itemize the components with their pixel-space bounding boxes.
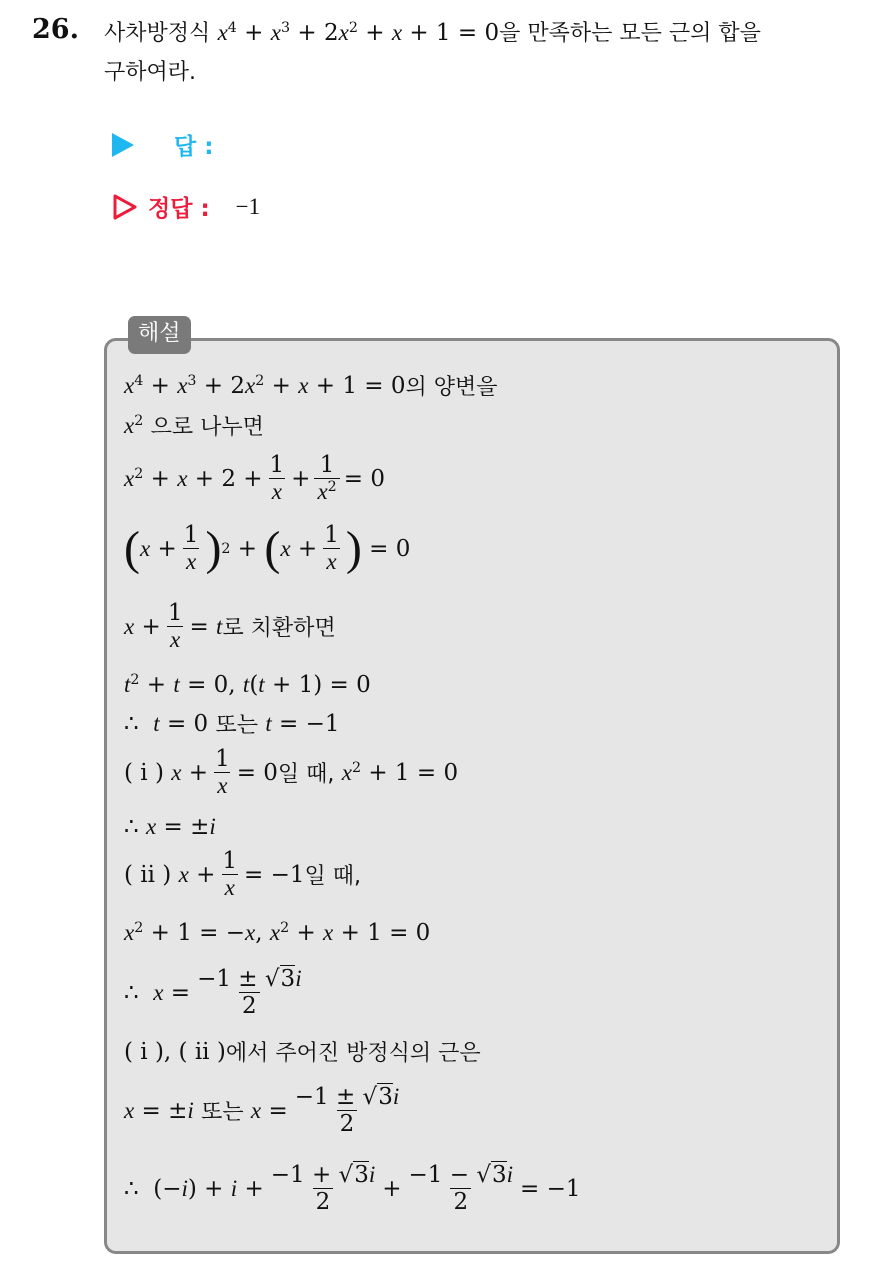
solution-line: ( ii ) x + $\frac{1}{x}$ = −1 일 때, <box>124 848 362 900</box>
answer-row <box>112 128 213 161</box>
play-triangle-icon <box>112 133 134 157</box>
solution-line: ( i ), ( ii ) 에서 주어진 방정식의 근은 <box>124 1038 481 1066</box>
solution-line: $t^2 + t = 0$, t(t + 1) = 0 <box>124 672 371 698</box>
question-text: 사차방정식 $x^4 + x^3 + 2x^2 + x + 1 = 0$을 만족하는 모든 근의 합을 구하여라. <box>104 20 761 85</box>
solution-line: ∴ x = $\frac{-1 \pm √3i}{2}$ <box>124 966 302 1019</box>
solution-tag: 해설 <box>128 316 191 354</box>
correct-answer-row <box>112 190 260 223</box>
solution-line: ∴ (−i) + i + $\frac{-1 + √3i}{2}$ + $\frac{-1 - √3i}{2}$ = −1 <box>124 1162 581 1215</box>
question-number: 26. <box>32 14 79 45</box>
solution-line: $x^2 + x + 2$ + $\frac{1}{x}$ + $\frac{1}{x^2}$ = 0 <box>124 452 385 504</box>
solution-line: $x^4 + x^3 + 2x^2 + x + 1 = 0$ 의 양변을 <box>124 372 498 400</box>
solution-line: ( x + $\frac{1}{x}$ ) 2 + ( x + $\frac{1}{x}$ ) = 0 <box>124 521 411 575</box>
outline-triangle-icon <box>112 194 138 220</box>
solution-line: x = ±i 또는 x = $\frac{-1 \pm √3i}{2}$ <box>124 1084 400 1137</box>
correct-answer-value: −1 <box>235 193 261 219</box>
solution-line: $x^2$ 으로 나누면 <box>124 412 264 440</box>
answer-label: 답 : <box>174 134 214 160</box>
solution-line: x + $\frac{1}{x}$ = t 로 치환하면 <box>124 600 336 652</box>
correct-answer-label: 정답 : <box>148 196 210 222</box>
solution-line: ∴ x = ±i <box>124 814 216 840</box>
solution-line: $x^2 + 1 = -x$, $x^2 + x + 1 = 0$ <box>124 920 431 946</box>
solution-line: ( i ) x + $\frac{1}{x}$ = 0 일 때, $x^2 + 1 = 0$ <box>124 746 459 798</box>
solution-line: ∴ t = 0 또는 t = −1 <box>124 710 340 738</box>
